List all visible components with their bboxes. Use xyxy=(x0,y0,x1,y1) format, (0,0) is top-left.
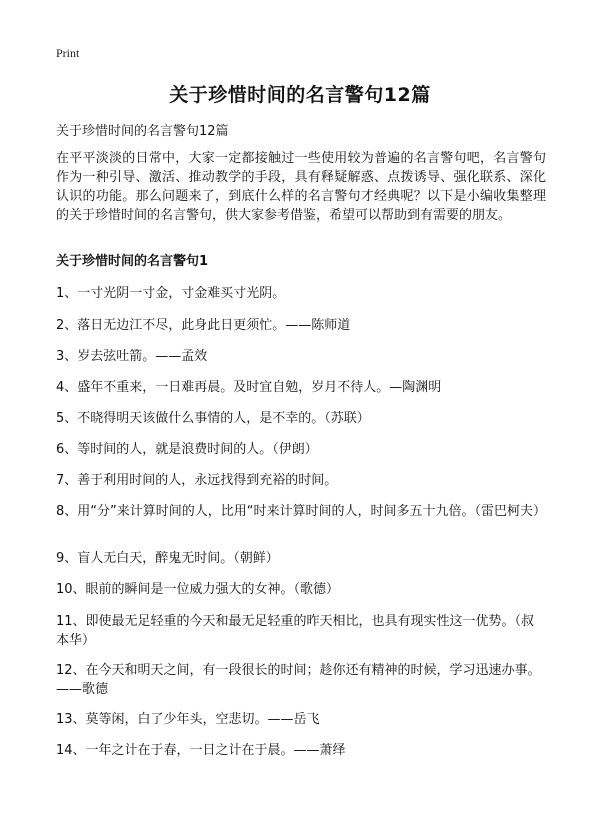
document-subtitle: 关于珍惜时间的名言警句12篇 xyxy=(56,124,229,139)
quote-item: 2、落日无边江不尽，此身此日更须忙。——陈师道 xyxy=(56,318,351,333)
quote-item: 7、善于利用时间的人，永远找得到充裕的时间。 xyxy=(56,473,338,488)
quote-item: 4、盛年不重来，一日难再晨。及时宜自勉，岁月不待人。—陶渊明 xyxy=(56,380,442,395)
quote-item: 1、一寸光阴一寸金，寸金难买寸光阴。 xyxy=(56,286,286,301)
quote-item: 8、用“分”来计算时间的人，比用“时来计算时间的人，时间多五十九倍。（雷巴柯夫） xyxy=(56,504,546,519)
quote-item: 9、盲人无白天，醉鬼无时间。（朝鲜） xyxy=(56,551,279,566)
quote-item: 13、莫等闲，白了少年头，空悲切。——岳飞 xyxy=(56,712,320,727)
quote-item: 14、一年之计在于春，一日之计在于晨。——萧绎 xyxy=(56,743,346,758)
quote-item: 10、眼前的瞬间是一位威力强大的女神。（歌德） xyxy=(56,582,340,597)
document-title: 关于珍惜时间的名言警句12篇 xyxy=(169,84,431,106)
section-heading: 关于珍惜时间的名言警句1 xyxy=(56,254,209,269)
quote-item: 12、在今天和明天之间，有一段很长的时间；趁你还有精神的时候，学习迅速办事。——歌德 xyxy=(56,663,541,697)
quote-item: 11、即使最无足轻重的今天和最无足轻重的昨天相比，也具有现实性这一优势。（叔本华） xyxy=(56,614,535,648)
intro-paragraph: 在平平淡淡的日常中，大家一定都接触过一些使用较为普遍的名言警句吧，名言警句作为一种引导、激活、推动教学的手段，具有释疑解惑、点拨诱导、强化联系、深化认识的功能。那么问题来了，到底什么样的名言警句才经典呢？以下是小编收集整理的关于珍惜时间的名言警句，供大家参考借鉴，希望可以帮助到有需要的朋友。 xyxy=(56,151,546,223)
quote-item: 5、不晓得明天该做什么事情的人，是不幸的。（苏联） xyxy=(56,411,370,426)
quote-item: 3、岁去弦吐箭。——孟效 xyxy=(56,349,208,364)
quote-item: 6、等时间的人，就是浪费时间的人。（伊朗） xyxy=(56,442,318,457)
print-label: Print xyxy=(56,46,80,60)
